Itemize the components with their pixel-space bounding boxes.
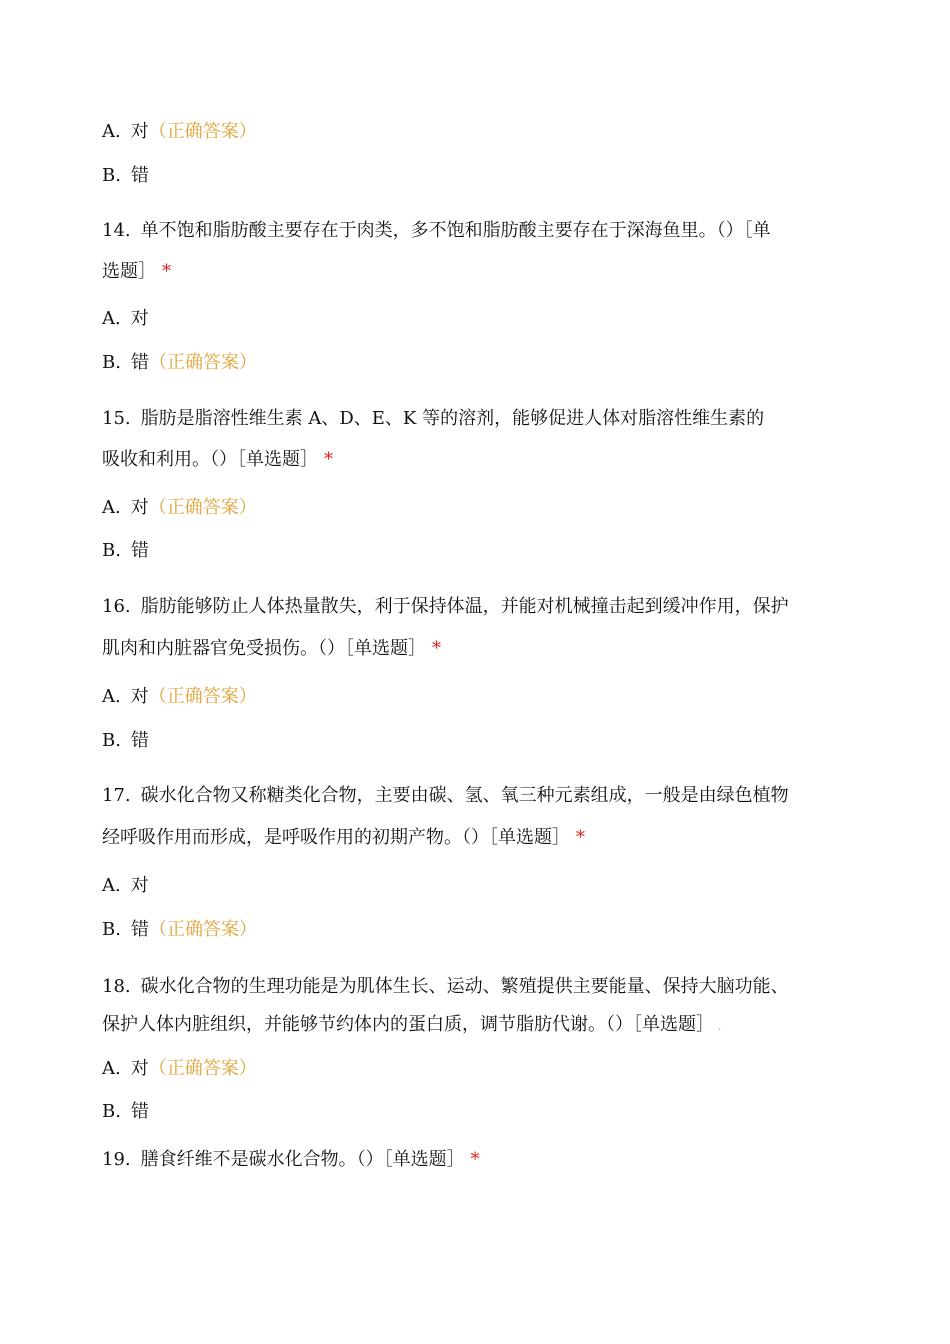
question-text: 脂肪是脂溶性维生素 A、D、E、K 等的溶剂，能够促进人体对脂溶性维生素的 bbox=[140, 408, 765, 429]
option-text: 对 bbox=[130, 121, 149, 142]
option-letter: B. bbox=[102, 730, 121, 751]
required-mark: * bbox=[324, 449, 333, 470]
q18-option-a[interactable] bbox=[102, 1057, 832, 1081]
option-letter: B. bbox=[102, 352, 121, 373]
option-letter: A. bbox=[102, 686, 121, 707]
correct-answer-tag: （正确答案） bbox=[148, 121, 257, 142]
q16-option-b[interactable] bbox=[102, 729, 832, 753]
required-mark: * bbox=[576, 827, 585, 848]
correct-answer-tag: （正确答案） bbox=[148, 352, 257, 373]
required-mark: * bbox=[432, 638, 441, 659]
option-text: 对 bbox=[130, 875, 149, 896]
correct-answer-tag: （正确答案） bbox=[148, 497, 257, 518]
correct-answer-tag: （正确答案） bbox=[148, 919, 257, 940]
option-text: 对 bbox=[130, 497, 149, 518]
option-letter: B. bbox=[102, 165, 121, 186]
option-text: 对 bbox=[130, 308, 149, 329]
question-text: 吸收和利用。（）［单选题］ bbox=[102, 449, 318, 470]
question-text: 保护人体内脏组织，并能够节约体内的蛋白质，调节脂肪代谢。（）［单选题］ bbox=[102, 1014, 714, 1035]
q14-option-b[interactable] bbox=[102, 351, 832, 375]
question-number: 15. bbox=[102, 408, 131, 429]
question-number: 18. bbox=[102, 976, 131, 997]
option-letter: A. bbox=[102, 497, 121, 518]
option-letter: A. bbox=[102, 1058, 121, 1079]
q16-text-line2 bbox=[102, 637, 832, 661]
question-text: 脂肪能够防止人体热量散失，利于保持体温，并能对机械撞击起到缓冲作用，保护 bbox=[140, 596, 789, 617]
option-text: 错 bbox=[130, 730, 149, 751]
q14-text-line1 bbox=[102, 219, 832, 243]
option-letter: B. bbox=[102, 919, 121, 940]
question-number: 16. bbox=[102, 596, 131, 617]
question-text: 碳水化合物的生理功能是为肌体生长、运动、繁殖提供主要能量、保持大脑功能、 bbox=[140, 976, 789, 997]
question-text: 单不饱和脂肪酸主要存在于肉类，多不饱和脂肪酸主要存在于深海鱼里。（）［单 bbox=[140, 220, 771, 241]
option-letter: A. bbox=[102, 875, 121, 896]
option-letter: A. bbox=[102, 121, 121, 142]
question-text: 经呼吸作用而形成，是呼吸作用的初期产物。（）［单选题］ bbox=[102, 827, 570, 848]
q18-text-line1 bbox=[102, 975, 832, 999]
q15-option-b[interactable] bbox=[102, 539, 832, 563]
q15-option-a[interactable] bbox=[102, 496, 832, 520]
option-letter: A. bbox=[102, 308, 121, 329]
question-number: 19. bbox=[102, 1149, 131, 1170]
question-text: 选题］ bbox=[102, 261, 156, 282]
q17-option-b[interactable] bbox=[102, 918, 832, 942]
option-text: 错 bbox=[130, 540, 149, 561]
required-mark: * bbox=[162, 261, 171, 282]
q17-option-a[interactable] bbox=[102, 874, 832, 898]
q13-option-a[interactable] bbox=[102, 120, 832, 144]
q18-option-b[interactable] bbox=[102, 1100, 832, 1124]
correct-answer-tag: （正确答案） bbox=[148, 686, 257, 707]
option-text: 错 bbox=[130, 352, 149, 373]
option-letter: B. bbox=[102, 1101, 121, 1122]
q14-text-line2 bbox=[102, 260, 832, 284]
q13-option-b[interactable] bbox=[102, 164, 832, 188]
option-text: 错 bbox=[130, 1101, 149, 1122]
q14-option-a[interactable] bbox=[102, 307, 832, 331]
question-text: 碳水化合物又称糖类化合物，主要由碳、氢、氧三种元素组成，一般是由绿色植物 bbox=[140, 785, 789, 806]
q17-text-line1 bbox=[102, 784, 832, 808]
q16-option-a[interactable] bbox=[102, 685, 832, 709]
correct-answer-tag: （正确答案） bbox=[148, 1058, 257, 1079]
q15-text-line2 bbox=[102, 448, 832, 472]
q16-text-line1 bbox=[102, 595, 832, 619]
question-text: 肌肉和内脏器官免受损伤。（）［单选题］ bbox=[102, 638, 426, 659]
option-text: 错 bbox=[130, 919, 149, 940]
question-number: 17. bbox=[102, 785, 131, 806]
question-text: 膳食纤维不是碳水化合物。（）［单选题］ bbox=[140, 1149, 465, 1170]
q18-text-line2 bbox=[102, 1013, 832, 1040]
question-number: 14. bbox=[102, 220, 131, 241]
q15-text-line1 bbox=[102, 407, 832, 431]
q19-text-line1 bbox=[102, 1148, 832, 1172]
option-text: 对 bbox=[130, 1058, 149, 1079]
option-text: 对 bbox=[130, 686, 149, 707]
option-text: 错 bbox=[130, 165, 149, 186]
option-letter: B. bbox=[102, 540, 121, 561]
q17-text-line2 bbox=[102, 826, 832, 850]
required-mark: * bbox=[470, 1149, 480, 1170]
truncated-mark: . bbox=[718, 1022, 722, 1033]
